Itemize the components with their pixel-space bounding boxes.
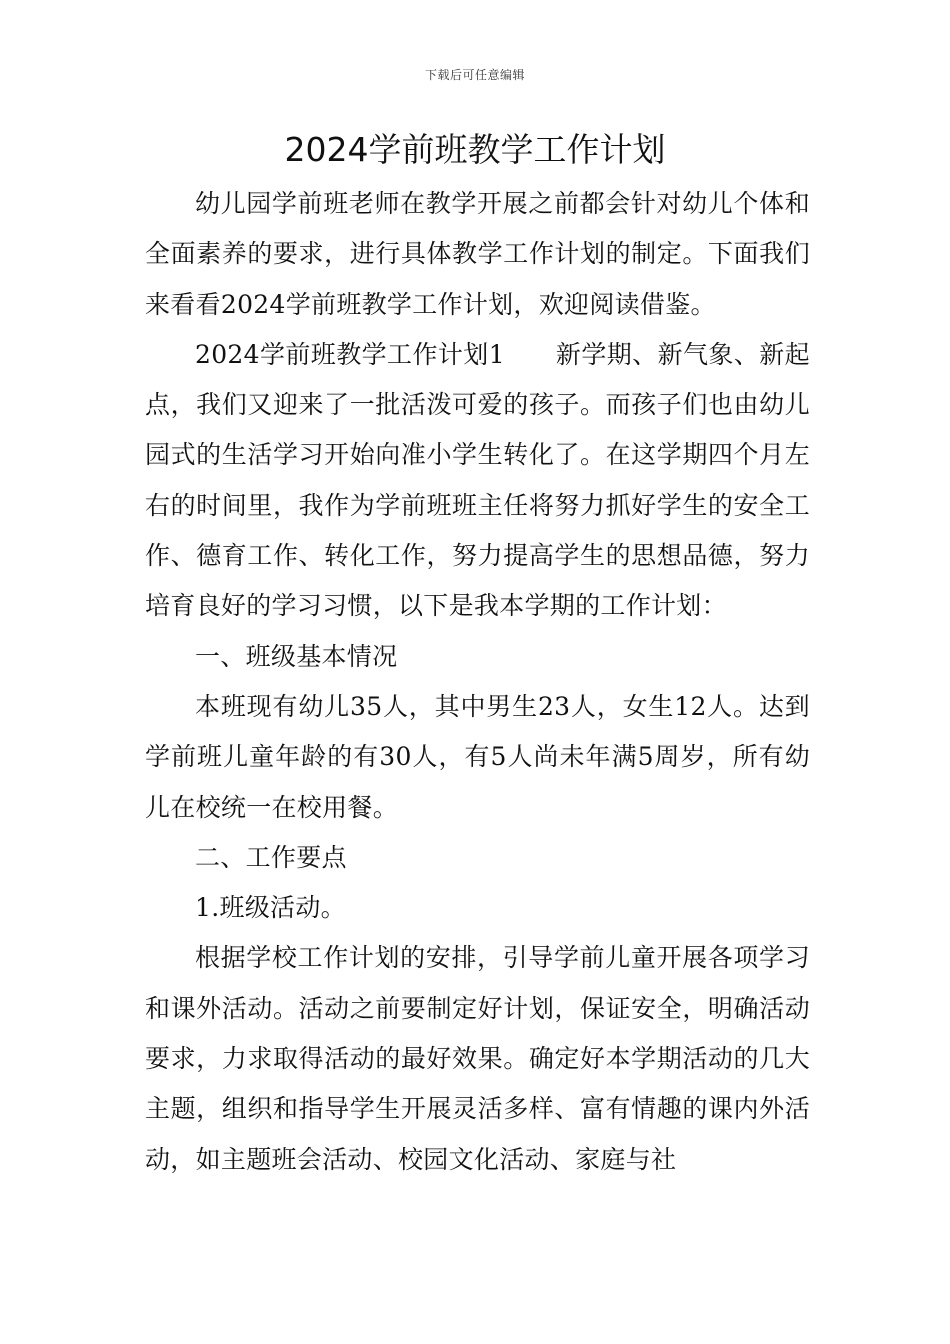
- section-heading-work-points: 二、工作要点: [195, 842, 347, 872]
- document-title: 2024学前班教学工作计划: [284, 130, 666, 169]
- header-note: 下载后可任意编辑: [424, 68, 525, 82]
- document-body: [145, 179, 810, 1185]
- paragraph-intro: 幼儿园学前班老师在教学开展之前都会针对幼儿个体和全面素养的要求，进行具体教学工作计划的制定。下面我们来看看2024学前班教学工作计划，欢迎阅读借鉴。: [145, 189, 810, 319]
- subsection-heading-class-activities: 1.班级活动。: [195, 893, 346, 923]
- section-heading-class-info: 一、班级基本情况: [195, 641, 398, 671]
- paragraph-class-info: 本班现有幼儿35人，其中男生23人，女生12人。达到学前班儿童年龄的有30人，有5人尚未年满5周岁，所有幼儿在校统一在校用餐。: [145, 691, 810, 822]
- paragraph-plan-1: 2024学前班教学工作计划1 新学期、新气象、新起点，我们又迎来了一批活泼可爱的孩子。而孩子们也由幼儿园式的生活学习开始向准小学生转化了。在这学期四个月左右的时间里，我作为学前班班主任将努力抓好学生的安全工作、德育工作、转化工作，努力提高学生的思想品德，努力培育良好的学习习惯，以下是我本学期的工作计划：: [145, 339, 810, 621]
- paragraph-class-activities: 根据学校工作计划的安排，引导学前儿童开展各项学习和课外活动。活动之前要制定好计划，保证安全，明确活动要求，力求取得活动的最好效果。确定好本学期活动的几大主题，组织和指导学生开展灵活多样、富有情趣的课内外活动，如主题班会活动、校园文化活动、家庭与社: [145, 943, 810, 1174]
